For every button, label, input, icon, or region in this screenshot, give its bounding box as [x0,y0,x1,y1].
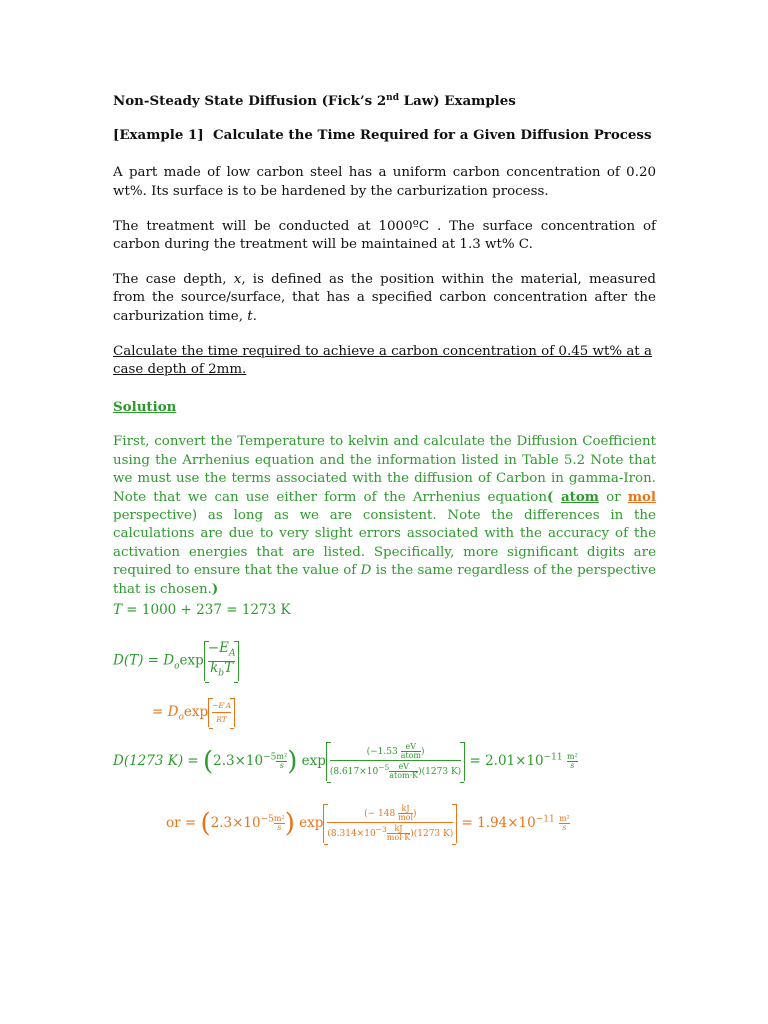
arrhenius-num-sub: A [228,648,236,659]
atom-den-value: 8.617×10 [333,767,379,777]
mol-bracket [323,804,457,843]
title-superscript: nd [386,93,399,103]
atom-prefactor: 2.3×10 [213,753,264,769]
atom-den-temp: (1273 K) [421,767,462,777]
atom-unit-den: s [276,761,287,770]
atom-num-unit-num: eV [405,742,417,751]
atom-keyword: atom [560,489,599,506]
mol-result-unit-den: s [559,823,570,832]
mol-result-unit-num: m² [559,814,570,823]
arrhenius2-fraction [212,699,231,726]
atom-calculation: D(1273 $K) = (2.3\times 10^{-5}$ $\frac{\text{m²}}{s}$ ) exp (−1.53 eV atom ) ($8.617\times 10^{-5}$ eV atom·K )(1273 K) = $2.01\times 10^{-11}$ $\frac{\text{m²}}{s}$ [113,742,578,780]
p3-text-b: , is defined as the position within the material, measured from the source/surface, that has a specified carbon concentration after the carburization time, [113,272,656,324]
solution-heading: Solution [113,399,177,416]
mol-unit-num: m² [273,814,285,823]
document-page [113,92,656,599]
atom-result-exp: −11 [543,752,563,763]
p3-var-t: t [247,308,253,324]
atom-result-unit-num: m² [566,752,578,761]
solution-paragraph [113,433,656,599]
solution-or: or [598,490,628,506]
atom-lhs: D(1273 K) = [113,753,203,769]
mol-den-temp: (1273 K) [413,829,454,839]
paragraph-1: A part made of low carbon steel has a uniform carbon concentration of 0.20 wt%. Its surface is to be hardened by the carburization process. [113,165,656,199]
arrhenius-lhs: D(T) = [113,652,164,669]
arrhenius2-num: −E′A [212,701,231,710]
p3-text-c: . [252,308,257,324]
mol-num-unit-num: kJ [401,804,410,813]
mol-den-unit-den: mol·K [386,833,411,842]
atom-den-unit-den: atom·K [389,771,419,780]
atom-den-exp: −5 [378,763,390,772]
p3-var-x: x [233,272,242,288]
atom-result: = 2.01×10 [469,753,544,769]
mol-prefactor-exp: −5 [260,814,274,825]
arrhenius2-lhs: = [152,704,168,720]
mol-result: = 1.94×10 [461,815,536,831]
mol-den-unit-num: kJ [394,824,403,833]
solution-text-a: First, convert the Temperature to kelvin and calculate the Diffusion Coefficient using the Arrhenius equation and the information listed in Table 5.2 Note that we must use the terms associated with the diffusion of Carbon in gamma-Iron. Note that we can use either form of the Arrhenius equation [113,434,656,506]
temp-expression: = 1000 + 237 = 1273 K [122,602,291,618]
page-title [113,92,656,110]
solution-paren-close: ) [211,581,219,598]
arrhenius-mol-equation [152,698,235,727]
paragraph-3 [113,271,656,326]
atom-num-unit [401,743,421,760]
mol-den-exp: −3 [375,825,387,834]
atom-result-unit-den: s [567,761,578,770]
title-suffix: Law) Examples [399,93,516,109]
example-label: [Example 1] [113,127,204,144]
atom-result-unit [567,753,578,770]
arrhenius-den-t: T [224,659,234,676]
title-prefix: Non-Steady State Diffusion (Fick’s 2 [113,93,387,109]
task-statement: Calculate the time required to achieve a carbon concentration of 0.45 wt% at a case depth of 2mm. [113,343,652,378]
mol-exp: exp [299,815,324,831]
mol-unit-den: s [274,823,285,832]
atom-bracket [326,742,465,781]
arrhenius-bracket [204,641,240,681]
mol-den-unit [387,825,410,842]
p3-text-a: The case depth, [113,272,234,288]
solution-text-b: perspective) as long as we are consistent. Note the differences in the calculations are due to very slight errors associated with the accuracy of the activation energies that are listed. Specifically, more significant digits are required to ensure that the value of [113,508,656,578]
arrhenius-sub-o: o [174,661,180,672]
mol-calculation: or = ($2.3\times 10^{-5}$ $\frac{\text{m²}}{s}$ ) exp (− 148 kJ mol ) ($8.314\times 10^{-3}$ kJ mol·K )(1273 K) = $1.94\times 10^{-11}$ $\frac{\text{m²}}{s}$ [166,804,570,842]
atom-den-unit-num: eV [398,762,409,771]
atom-exp: exp [301,753,326,769]
arrhenius2-den: RT [212,712,231,726]
mol-num-unit [398,805,413,822]
paragraph-2: The treatment will be conducted at 1000ºC . The surface concentration of carbon during the treatment will be maintained at 1.3 wt% C. [113,218,656,253]
mol-num-unit-den: mol [398,813,414,822]
atom-unit [276,753,287,770]
mol-num-value: − 148 [367,809,396,819]
atom-unit-num: m² [276,752,288,761]
solution-var-d: D [360,562,372,578]
atom-prefactor-exp: −5 [263,752,277,763]
example-title: Calculate the Time Required for a Given Diffusion Process [212,127,652,144]
mol-keyword: mol [627,489,656,506]
arrhenius-den: k [210,659,219,676]
atom-num-unit-den: atom [400,751,421,760]
arrhenius-exp: exp [179,652,204,669]
arrhenius-den-sub: b [218,668,225,679]
mol-prefactor: 2.3×10 [210,815,261,831]
arrhenius2-exp: exp [183,704,209,720]
atom-den-unit [389,763,418,780]
mol-fraction: (− 148 kJ mol ) ($8.314\times 10^{-3}$ kJ mol·K )(1273 K) [327,804,454,842]
solution-paren-open: ( [546,489,561,506]
example-heading [113,126,656,144]
atom-fraction: (−1.53 eV atom ) ($8.617\times 10^{-5}$ eV atom·K )(1273 K) [329,742,462,780]
arrhenius-d: D [163,652,175,669]
arrhenius2-bracket [208,698,235,727]
arrhenius-num: −E [207,640,229,656]
mol-lhs: or = [166,815,201,831]
temp-var: T [113,602,123,618]
arrhenius-equation [113,641,239,681]
arrhenius-fraction [208,642,236,680]
mol-result-exp: −11 [535,814,555,825]
mol-den-value: 8.314×10 [330,829,376,839]
arrhenius2-sub-o: o [178,712,184,723]
mol-result-unit [559,815,570,832]
solution-text-c: is the same regardless of the perspective that is chosen. [113,562,656,598]
mol-unit [274,815,285,832]
temperature-equation [113,602,291,618]
atom-num-value: −1.53 [370,747,398,757]
arrhenius2-d: D [167,704,179,720]
